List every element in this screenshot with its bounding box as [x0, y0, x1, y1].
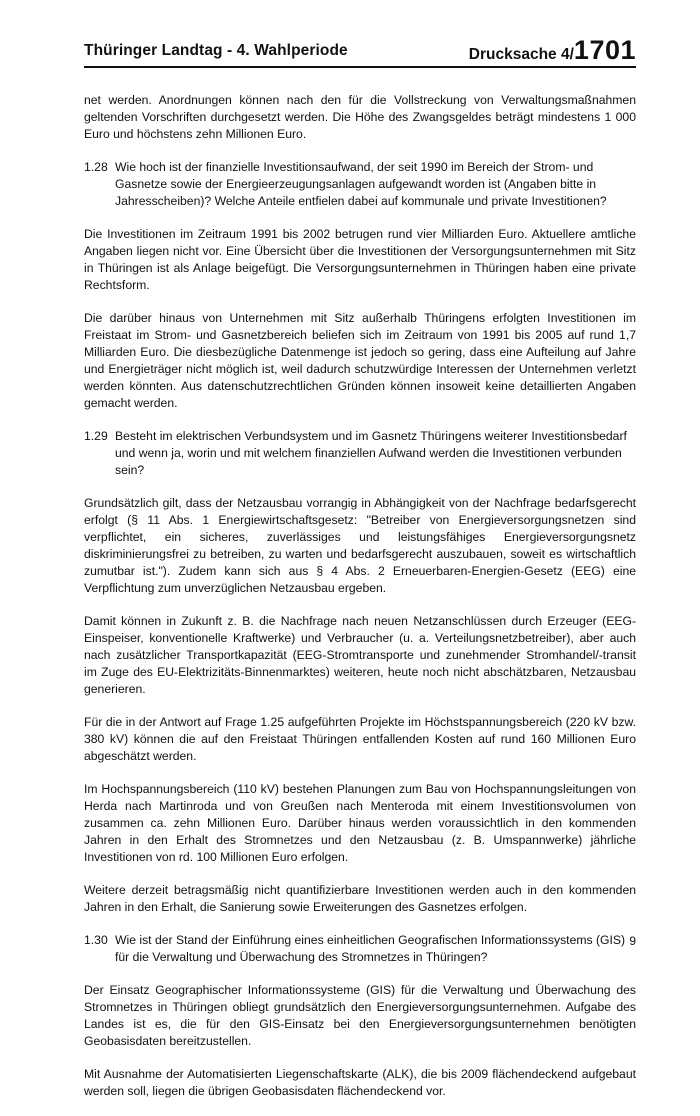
paragraph: Die darüber hinaus von Unternehmen mit Sitz außerhalb Thüringens erfolgten Investitionen im Freistaat im Strom- und Gasnetzbereich beliefen sich im Zeitraum von 1991 bis 2005 auf rund 1,7 Milliarden Euro. Die diesbezügliche Datenmenge ist jedoch so gering, dass eine Aufteilung auf Jahre und Energieträger nicht möglich ist, weil dadurch schutzwürdige Interessen der Unternehmen verletzt werden könnten. Aus datenschutzrechtlichen Gründen können insoweit keine detaillierten Angaben gemacht werden.	[84, 311, 636, 410]
drucksache-reference	[469, 37, 636, 64]
drucksache-label: Drucksache 4/	[468, 46, 574, 63]
question-text: Besteht im elektrischen Verbundsystem und im Gasnetz Thüringens weiterer Investitionsbedarf und wenn ja, worin und mit welchem finanziellen Aufwand werden die Investitionen verbunden sein?	[115, 429, 627, 477]
header-title: Thüringer Landtag - 4. Wahlperiode	[84, 42, 348, 59]
question-number: 1.28	[84, 160, 108, 174]
question-1-30	[84, 932, 636, 966]
paragraph: Die Investitionen im Zeitraum 1991 bis 2002 betrugen rund vier Milliarden Euro. Aktuellere amtliche Angaben liegen nicht vor. Eine Übersicht über die Investitionen der Versorgungsunternehmen mit Sitz in Thüringen ist als Anlage beigefügt. Die Versorgungsunternehmen in Thüringen haben eine private Rechtsform.	[84, 227, 636, 292]
question-1-29	[84, 428, 636, 479]
paragraph: Weitere derzeit betragsmäßig nicht quantifizierbare Investitionen werden auch in den kommenden Jahren in den Erhalt, die Sanierung sowie Erweiterungen des Gasnetzes erfolgen.	[84, 883, 636, 914]
drucksache-number: 1701	[573, 35, 636, 65]
page-number: 9	[629, 934, 636, 948]
question-1-28	[84, 159, 636, 210]
question-number: 1.29	[84, 429, 108, 443]
paragraph: Im Hochspannungsbereich (110 kV) bestehen Planungen zum Bau von Hochspannungsleitungen von Herda nach Martinroda und von Greußen nach Menteroda mit einem Investitionsvolumen von zusammen ca. zehn Millionen Euro. Darüber hinaus werden voraussichtlich in den kommenden Jahren in den Erhalt des Stromnetzes und den Netzausbau (z. B. Umspannwerke) jährliche Investitionen von rd. 100 Millionen Euro erfolgen.	[84, 782, 636, 864]
document-body	[84, 92, 636, 1116]
paragraph: Für die in der Antwort auf Frage 1.25 aufgeführten Projekte im Höchstspannungsbereich (220 kV bzw. 380 kV) können die auf den Freistaat Thüringen entfallenden Kosten auf rund 160 Millionen Euro abgeschätzt werden.	[84, 715, 636, 763]
paragraph: Damit können in Zukunft z. B. die Nachfrage nach neuen Netzanschlüssen durch Erzeuger (EEG-Einspeiser, konventionelle Kraftwerke) und Verbraucher (u. a. Verteilungsnetzbetreiber), aber auch nach zusätzlicher Transportkapazität (EEG-Stromtransporte und zunehmender Stromhandel/-transit im Zuge des EU-Elektrizitäts-Binnenmarktes) weiteren, heute noch nicht abschätzbaren, Netzausbau generieren.	[84, 614, 636, 696]
paragraph: net werden. Anordnungen können nach den für die Vollstreckung von Verwaltungsmaßnahmen geltenden Vorschriften durchgesetzt werden. Die Höhe des Zwangsgeldes beträgt mindestens 1 000 Euro und höchstens zehn Millionen Euro.	[84, 93, 636, 141]
question-text: Wie hoch ist der finanzielle Investitionsaufwand, der seit 1990 im Bereich der Strom- und Gasnetze sowie der Energieerzeugungsanlagen aufgewandt worden ist (Angaben bitte in Jahresscheiben)? Welche Anteile entfielen dabei auf kommunale und private Investitionen?	[115, 160, 607, 208]
paragraph: Mit Ausnahme der Automatisierten Liegenschaftskarte (ALK), die bis 2009 flächendeckend aufgebaut werden soll, liegen die übrigen Geobasisdaten flächendeckend vor.	[84, 1067, 636, 1098]
paragraph: Grundsätzlich gilt, dass der Netzausbau vorrangig in Abhängigkeit von der Nachfrage bedarfsgerecht erfolgt (§ 11 Abs. 1 Energiewirtschaftsgesetz: "Betreiber von Energieversorgungsnetzen sind verpflichtet, ein sicheres, zuverlässiges und leistungsfähiges Energieversorgungsnetz diskriminierungsfrei zu betreiben, zu warten und bedarfsgerecht auszubauen, soweit es wirtschaftlich zumutbar ist."). Zudem kann sich aus § 4 Abs. 2 Erneuerbaren-Energien-Gesetz (EEG) eine Verpflichtung zum unverzüglichen Netzausbau ergeben.	[84, 496, 636, 595]
page-header	[84, 28, 636, 68]
paragraph: Der Einsatz Geographischer Informationssysteme (GIS) für die Verwaltung und Überwachung des Stromnetzes in Thüringen obliegt grundsätzlich den Energieversorgungsunternehmen. Aufgabe des Landes ist es, die für den GIS-Einsatz bei den Energieversorgungsunternehmen benötigten Geobasisdaten bereitzustellen.	[84, 983, 636, 1048]
question-number: 1.30	[84, 933, 108, 947]
question-text: Wie ist der Stand der Einführung eines einheitlichen Geografischen Informationssystems (GIS) für die Verwaltung und Überwachung des Stromnetzes in Thüringen?	[115, 933, 626, 964]
